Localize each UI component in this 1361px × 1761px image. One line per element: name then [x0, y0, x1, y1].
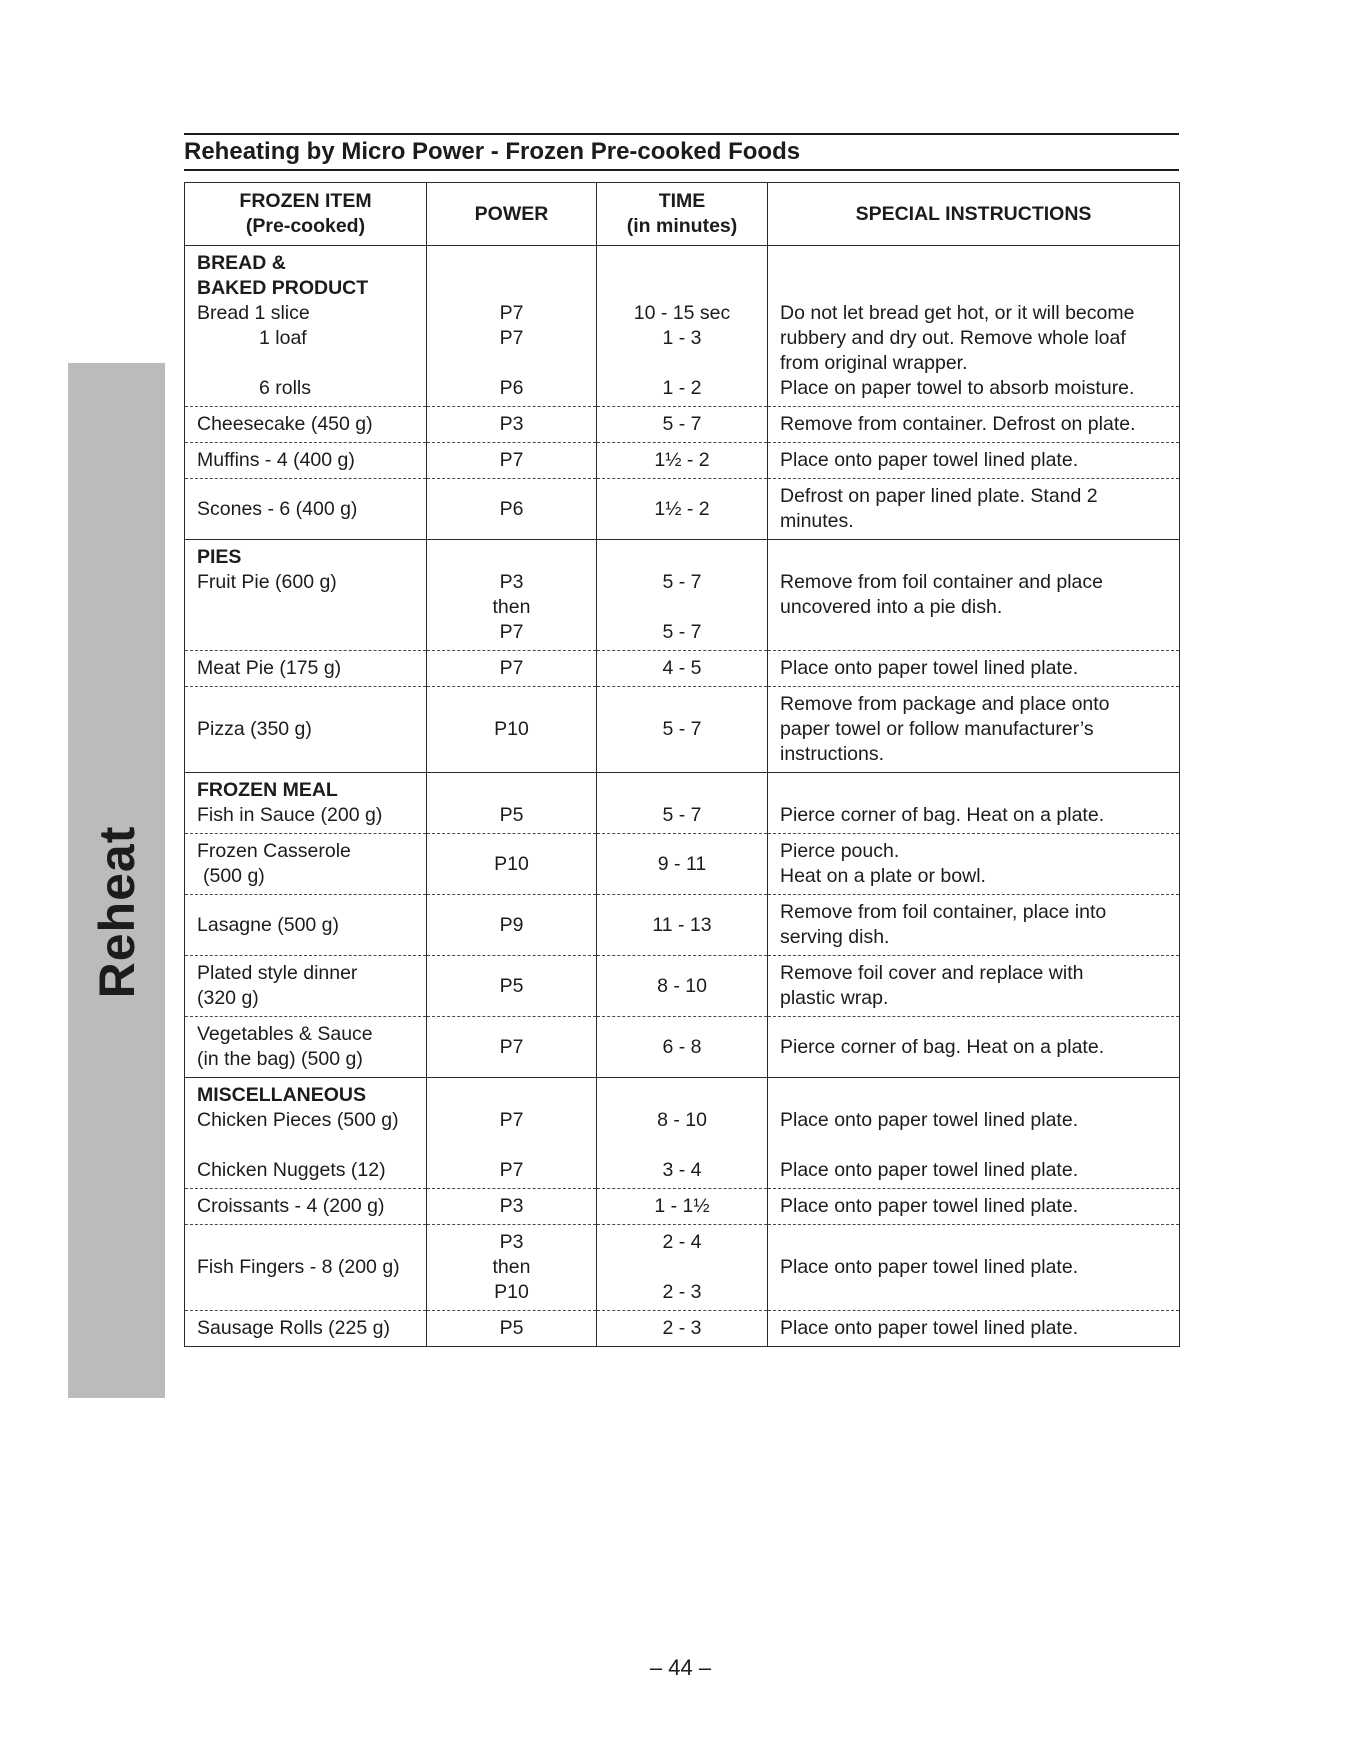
- cell-time-line: 1½ - 2: [654, 449, 710, 471]
- cell-item-line: [197, 1133, 414, 1158]
- cell-instructions-line: Remove from foil container and place: [780, 571, 1103, 593]
- table-body: [185, 246, 1180, 1347]
- table-row: [185, 246, 1180, 407]
- cell-item-line: [197, 351, 414, 376]
- header-power: POWER: [427, 183, 597, 246]
- cell-item-line: Croissants - 4 (200 g): [197, 1195, 385, 1217]
- cell-power-line: P3: [499, 571, 524, 593]
- cell-power-line: P3: [499, 413, 524, 435]
- cell-time-line: [601, 545, 763, 570]
- cell-instructions-line: instructions.: [780, 743, 885, 765]
- cell-instructions-line: Place onto paper towel lined plate.: [780, 1317, 1079, 1339]
- cell-instructions-line: [780, 276, 1167, 301]
- cell-instructions-line: Do not let bread get hot, or it will become: [780, 302, 1135, 324]
- cell-time-line: [601, 251, 763, 276]
- cell-item-line: BAKED PRODUCT: [197, 277, 369, 299]
- cell-power-line: P6: [499, 497, 524, 520]
- cell-time: [597, 407, 768, 443]
- cell-power: [427, 956, 597, 1017]
- cell-item: [185, 834, 427, 895]
- cell-time-line: [601, 778, 763, 803]
- cell-instructions: [768, 687, 1180, 773]
- cell-power-line: [431, 276, 592, 301]
- cell-instructions-line: Place onto paper towel lined plate.: [780, 1159, 1079, 1181]
- cell-instructions: [768, 246, 1180, 407]
- cell-instructions-line: [780, 545, 1167, 570]
- cell-time-line: 9 - 11: [657, 852, 707, 875]
- cell-instructions-line: Remove from foil container, place into: [780, 901, 1107, 923]
- table-row: [185, 407, 1180, 443]
- cell-power-line: P7: [499, 1109, 524, 1131]
- header-item-line: (Pre-cooked): [245, 215, 366, 237]
- cell-time-line: 2 - 4: [662, 1231, 702, 1253]
- cell-power-line: [431, 1083, 592, 1108]
- reheat-table-container: [184, 182, 1179, 1347]
- cell-instructions-line: uncovered into a pie dish.: [780, 596, 1003, 618]
- cell-power-line: P5: [499, 974, 524, 997]
- cell-time-line: 5 - 7: [662, 413, 702, 435]
- cell-time-line: 3 - 4: [662, 1159, 702, 1181]
- cell-item-line: Meat Pie (175 g): [197, 657, 342, 679]
- cell-instructions: [768, 651, 1180, 687]
- cell-instructions: [768, 443, 1180, 479]
- cell-item: [185, 687, 427, 773]
- cell-time-line: 6 - 8: [662, 1035, 702, 1058]
- cell-item: [185, 479, 427, 540]
- header-item: [185, 183, 427, 246]
- cell-power: [427, 1311, 597, 1347]
- cell-time-line: [601, 1133, 763, 1158]
- cell-item-line: Pizza (350 g): [197, 718, 312, 740]
- cell-power: [427, 1078, 597, 1189]
- cell-power-line: then: [492, 596, 531, 618]
- cell-item: [185, 1078, 427, 1189]
- cell-power-line: P7: [499, 302, 524, 324]
- cell-time-line: [601, 1083, 763, 1108]
- cell-power-line: [431, 1133, 592, 1158]
- table-row: [185, 895, 1180, 956]
- cell-item: [185, 895, 427, 956]
- cell-power: [427, 1225, 597, 1311]
- cell-power-line: P7: [499, 621, 524, 643]
- cell-power: [427, 834, 597, 895]
- cell-time: [597, 540, 768, 651]
- cell-power-line: [431, 778, 592, 803]
- cell-instructions-line: [780, 620, 1167, 645]
- header-time-line: TIME: [658, 190, 706, 212]
- cell-item-line: Fruit Pie (600 g): [197, 571, 337, 593]
- cell-item-line: BREAD &: [197, 252, 286, 274]
- cell-instructions-line: [780, 778, 1167, 803]
- cell-power-line: P6: [499, 377, 524, 399]
- cell-time-line: [601, 1255, 763, 1280]
- cell-instructions: [768, 540, 1180, 651]
- cell-time: [597, 1225, 768, 1311]
- cell-power-line: P5: [499, 1317, 524, 1339]
- cell-time-line: 1 - 3: [662, 327, 702, 349]
- cell-instructions-line: Remove foil cover and replace with: [780, 962, 1084, 984]
- cell-instructions-line: [780, 1083, 1167, 1108]
- cell-instructions-line: Place onto paper towel lined plate.: [780, 1256, 1079, 1278]
- cell-item-line: Plated style dinner: [197, 962, 358, 984]
- cell-instructions-line: rubbery and dry out. Remove whole loaf: [780, 327, 1126, 349]
- side-tab: [68, 363, 165, 1398]
- cell-instructions: [768, 1311, 1180, 1347]
- cell-power-line: P3: [499, 1195, 524, 1217]
- cell-time: [597, 773, 768, 834]
- cell-instructions: [768, 1225, 1180, 1311]
- cell-instructions: [768, 773, 1180, 834]
- cell-instructions-line: Place onto paper towel lined plate.: [780, 1109, 1079, 1131]
- cell-power-line: P10: [494, 1281, 529, 1303]
- cell-time-line: 5 - 7: [662, 621, 702, 643]
- cell-power-line: P5: [499, 804, 524, 826]
- cell-instructions-line: Place onto paper towel lined plate.: [780, 1195, 1079, 1217]
- cell-instructions-line: Pierce corner of bag. Heat on a plate.: [780, 804, 1105, 826]
- cell-item-line: (320 g): [197, 987, 259, 1009]
- cell-instructions: [768, 895, 1180, 956]
- table-row: [185, 956, 1180, 1017]
- table-row: [185, 1225, 1180, 1311]
- cell-power: [427, 479, 597, 540]
- cell-instructions-line: Remove from container. Defrost on plate.: [780, 413, 1136, 435]
- cell-instructions: [768, 479, 1180, 540]
- cell-power-line: P9: [499, 913, 524, 936]
- cell-item-line: Bread 1 slice: [197, 302, 310, 324]
- reheat-table: [184, 182, 1180, 1347]
- cell-item-line: Chicken Nuggets (12): [197, 1159, 386, 1181]
- table-row: [185, 1078, 1180, 1189]
- cell-instructions: [768, 956, 1180, 1017]
- table-row: [185, 651, 1180, 687]
- cell-time: [597, 246, 768, 407]
- cell-power: [427, 443, 597, 479]
- cell-item-line: [197, 620, 414, 645]
- cell-power: [427, 895, 597, 956]
- cell-time-line: [601, 595, 763, 620]
- cell-item-line: Cheesecake (450 g): [197, 413, 373, 435]
- cell-time-line: 5 - 7: [662, 718, 702, 740]
- cell-power-line: P7: [499, 1035, 524, 1058]
- side-tab-label: Reheat: [88, 825, 145, 998]
- table-row: [185, 443, 1180, 479]
- cell-instructions-line: serving dish.: [780, 926, 890, 948]
- cell-item: [185, 773, 427, 834]
- cell-power: [427, 1189, 597, 1225]
- cell-item-line: (500 g): [203, 865, 265, 887]
- cell-item-line: 1 loaf: [259, 327, 307, 349]
- cell-instructions-line: plastic wrap.: [780, 987, 889, 1009]
- table-row: [185, 540, 1180, 651]
- cell-power-line: [431, 251, 592, 276]
- cell-item-line: FROZEN MEAL: [197, 779, 338, 801]
- cell-item-line: Sausage Rolls (225 g): [197, 1317, 390, 1339]
- table-header-row: [185, 183, 1180, 246]
- cell-instructions-line: [780, 1133, 1167, 1158]
- cell-power-line: P10: [494, 852, 529, 875]
- cell-time: [597, 687, 768, 773]
- header-time: [597, 183, 768, 246]
- cell-item: [185, 443, 427, 479]
- cell-item: [185, 407, 427, 443]
- cell-instructions: [768, 1078, 1180, 1189]
- cell-time: [597, 1017, 768, 1078]
- cell-time: [597, 1311, 768, 1347]
- cell-item-line: Fish in Sauce (200 g): [197, 804, 383, 826]
- cell-item-line: Scones - 6 (400 g): [197, 497, 358, 520]
- cell-power: [427, 773, 597, 834]
- cell-item: [185, 1311, 427, 1347]
- cell-power-line: P10: [494, 718, 529, 740]
- header-item-line: FROZEN ITEM: [239, 190, 372, 212]
- cell-time: [597, 956, 768, 1017]
- page-number: – 44 –: [649, 1655, 712, 1680]
- cell-time-line: 1 - 2: [662, 377, 702, 399]
- cell-instructions: [768, 1189, 1180, 1225]
- cell-time-line: 2 - 3: [662, 1281, 702, 1303]
- cell-time-line: 11 - 13: [652, 913, 712, 936]
- table-row: [185, 1311, 1180, 1347]
- cell-item: [185, 1225, 427, 1311]
- cell-time-line: 4 - 5: [662, 657, 702, 679]
- cell-power: [427, 407, 597, 443]
- cell-power-line: [431, 545, 592, 570]
- cell-time: [597, 651, 768, 687]
- table-row: [185, 687, 1180, 773]
- cell-item: [185, 540, 427, 651]
- cell-instructions-line: from original wrapper.: [780, 352, 968, 374]
- cell-time: [597, 834, 768, 895]
- table-row: [185, 1189, 1180, 1225]
- cell-time-line: 8 - 10: [657, 974, 707, 997]
- cell-power: [427, 246, 597, 407]
- cell-instructions-line: minutes.: [780, 510, 854, 532]
- cell-instructions-line: Pierce pouch.: [780, 840, 900, 862]
- cell-instructions-line: [780, 251, 1167, 276]
- cell-time: [597, 895, 768, 956]
- cell-time-line: 10 - 15 sec: [633, 302, 731, 324]
- cell-item-line: 6 rolls: [259, 377, 312, 399]
- cell-item-line: (in the bag) (500 g): [197, 1048, 363, 1070]
- cell-time: [597, 479, 768, 540]
- cell-instructions-line: Place onto paper towel lined plate.: [780, 657, 1079, 679]
- cell-item-line: [197, 595, 414, 620]
- page-title: Reheating by Micro Power - Frozen Pre-cooked Foods: [184, 138, 801, 165]
- cell-item: [185, 956, 427, 1017]
- cell-instructions-line: Pierce corner of bag. Heat on a plate.: [780, 1035, 1105, 1058]
- cell-instructions: [768, 1017, 1180, 1078]
- header-time-line: (in minutes): [626, 215, 738, 237]
- cell-item-line: Chicken Pieces (500 g): [197, 1109, 399, 1131]
- cell-instructions-line: Heat on a plate or bowl.: [780, 865, 986, 887]
- cell-item-line: Fish Fingers - 8 (200 g): [197, 1256, 400, 1278]
- title-rule-bottom: [184, 169, 1179, 171]
- cell-time: [597, 1189, 768, 1225]
- cell-item: [185, 1189, 427, 1225]
- cell-item-line: MISCELLANEOUS: [197, 1084, 367, 1106]
- cell-power-line: then: [492, 1256, 531, 1278]
- cell-item-line: PIES: [197, 546, 242, 568]
- cell-item: [185, 651, 427, 687]
- cell-instructions-line: Remove from package and place onto: [780, 693, 1110, 715]
- cell-item-line: Frozen Casserole: [197, 840, 351, 862]
- cell-power-line: P7: [499, 327, 524, 349]
- table-row: [185, 773, 1180, 834]
- cell-power: [427, 1017, 597, 1078]
- cell-power-line: [431, 351, 592, 376]
- cell-power-line: P7: [499, 657, 524, 679]
- cell-time-line: 5 - 7: [662, 571, 702, 593]
- cell-instructions: [768, 407, 1180, 443]
- cell-item-line: Lasagne (500 g): [197, 913, 340, 936]
- cell-power-line: P7: [499, 449, 524, 471]
- cell-item: [185, 246, 427, 407]
- cell-instructions-line: paper towel or follow manufacturer’s: [780, 718, 1094, 740]
- cell-instructions-line: Defrost on paper lined plate. Stand 2: [780, 485, 1098, 507]
- table-row: [185, 834, 1180, 895]
- cell-instructions-line: Place onto paper towel lined plate.: [780, 449, 1079, 471]
- table-row: [185, 1017, 1180, 1078]
- cell-time: [597, 443, 768, 479]
- cell-item-line: Muffins - 4 (400 g): [197, 449, 355, 471]
- cell-time-line: 8 - 10: [657, 1109, 707, 1131]
- cell-time-line: [601, 276, 763, 301]
- cell-time-line: 1 - 1½: [654, 1195, 710, 1217]
- cell-time: [597, 1078, 768, 1189]
- cell-instructions: [768, 834, 1180, 895]
- cell-power-line: P3: [499, 1231, 524, 1253]
- cell-item: [185, 1017, 427, 1078]
- cell-power: [427, 540, 597, 651]
- cell-power-line: P7: [499, 1159, 524, 1181]
- cell-time-line: [601, 351, 763, 376]
- cell-time-line: 1½ - 2: [654, 497, 710, 520]
- cell-item-line: Vegetables & Sauce: [197, 1023, 373, 1045]
- cell-instructions-line: Place on paper towel to absorb moisture.: [780, 377, 1135, 399]
- cell-power: [427, 687, 597, 773]
- table-row: [185, 479, 1180, 540]
- cell-time-line: 2 - 3: [662, 1317, 702, 1339]
- header-instructions: SPECIAL INSTRUCTIONS: [768, 183, 1180, 246]
- cell-power: [427, 651, 597, 687]
- cell-time-line: 5 - 7: [662, 804, 702, 826]
